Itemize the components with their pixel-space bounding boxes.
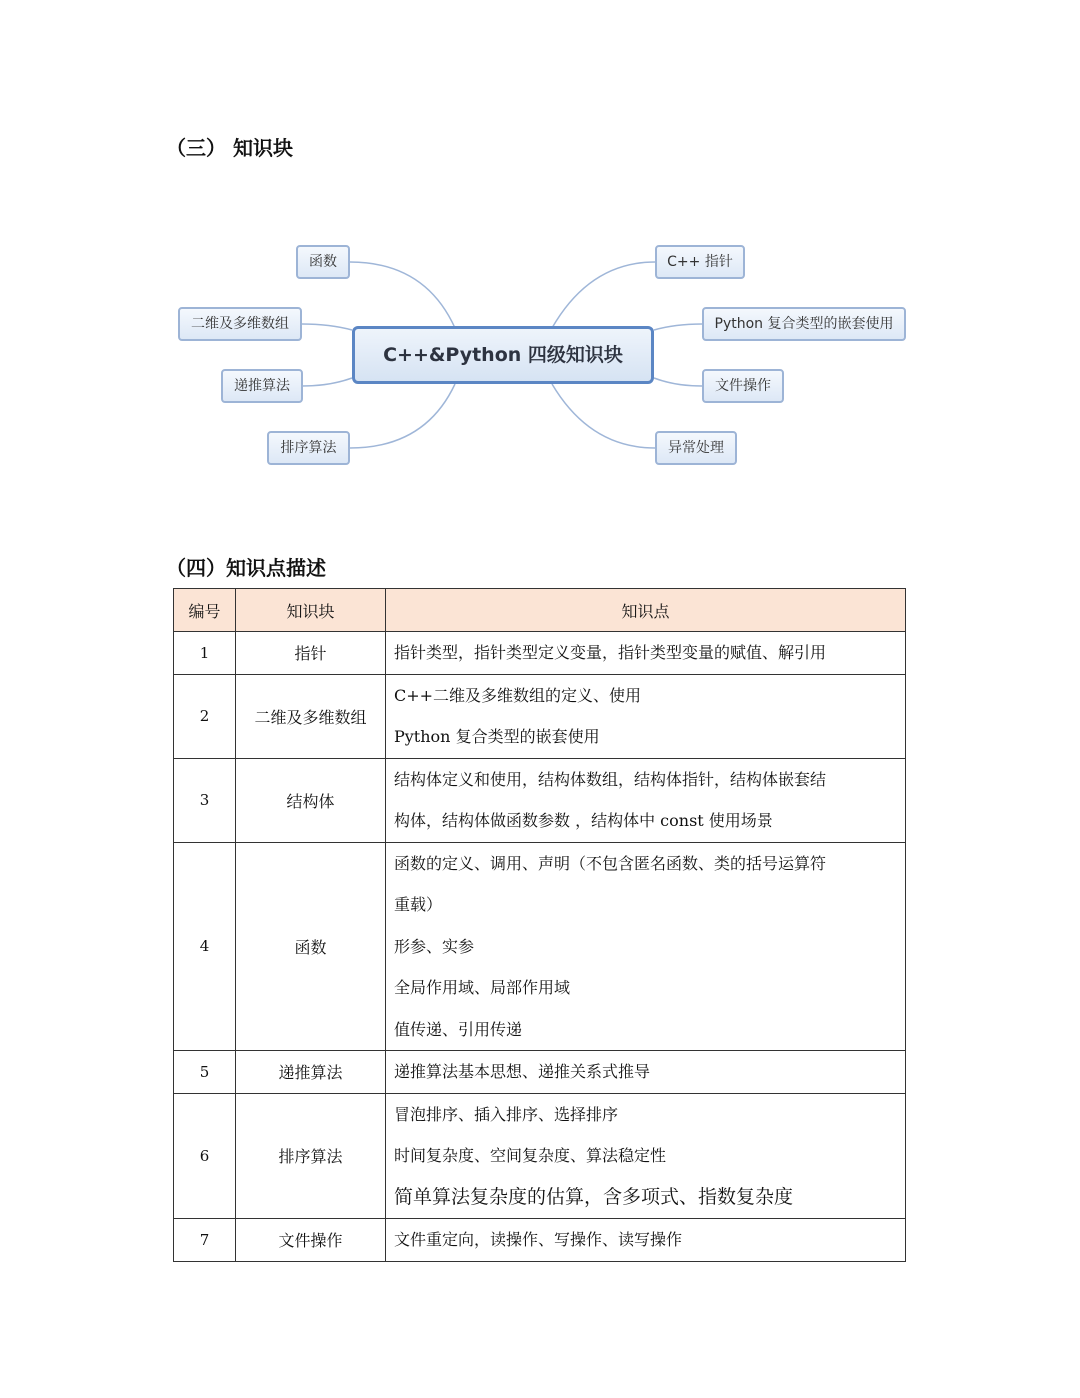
knowledge-point-line: 函数的定义、调用、声明（不包含匿名函数、类的括号运算符: [394, 853, 827, 873]
connector-right-2: [654, 324, 702, 330]
row-number: 1: [174, 632, 236, 675]
row-knowledge-points: [386, 674, 906, 758]
table-header-row: [174, 589, 906, 632]
table-row: [174, 1051, 906, 1094]
row-knowledge-block: 二维及多维数组: [236, 674, 386, 758]
mind-map-node-exceptions: 异常处理: [655, 431, 737, 465]
row-knowledge-points: [386, 758, 906, 842]
mind-map-node-cpp-pointer: C++ 指针: [655, 245, 745, 279]
connector-left-1: [350, 262, 455, 328]
connector-left-4: [350, 384, 455, 448]
section-4-title: （四）知识点描述: [166, 556, 326, 580]
mind-map-node-file-ops: 文件操作: [702, 369, 784, 403]
mind-map-node-sorting: 排序算法: [267, 431, 350, 465]
header-knowledge-point: 知识点: [386, 589, 906, 632]
knowledge-point-line: Python 复合类型的嵌套使用: [394, 727, 600, 746]
row-number: 5: [174, 1051, 236, 1094]
row-number: 6: [174, 1093, 236, 1219]
row-number: 4: [174, 842, 236, 1051]
row-knowledge-block: 递推算法: [236, 1051, 386, 1094]
row-number: 2: [174, 674, 236, 758]
knowledge-point-line: 构体，结构体做函数参数 ，结构体中 const 使用场景: [394, 811, 773, 830]
row-knowledge-block: 函数: [236, 842, 386, 1051]
knowledge-point-table: [173, 588, 906, 1262]
knowledge-point-line: 形参、实参: [394, 936, 475, 956]
row-knowledge-points: [386, 1051, 906, 1094]
row-knowledge-block: 排序算法: [236, 1093, 386, 1219]
header-knowledge-block: 知识块: [236, 589, 386, 632]
mind-map-center-node: C++&Python 四级知识块: [352, 326, 654, 384]
knowledge-point-line: 文件重定向，读操作、写操作、读写操作: [394, 1230, 683, 1249]
table-row: [174, 758, 906, 842]
mind-map-node-python-nested: Python 复合类型的嵌套使用: [702, 307, 906, 341]
row-knowledge-block: 指针: [236, 632, 386, 675]
table-row: [174, 632, 906, 675]
mind-map-node-multidim-arrays: 二维及多维数组: [178, 307, 302, 341]
row-knowledge-block: 文件操作: [236, 1219, 386, 1262]
mind-map: [0, 0, 1080, 520]
row-number: 3: [174, 758, 236, 842]
table-row: [174, 842, 906, 1051]
knowledge-point-line: 时间复杂度、空间复杂度、算法稳定性: [394, 1146, 667, 1165]
row-knowledge-block: 结构体: [236, 758, 386, 842]
header-number: 编号: [174, 589, 236, 632]
knowledge-point-line: 结构体定义和使用，结构体数组，结构体指针，结构体嵌套结: [394, 769, 827, 789]
connector-right-4: [552, 384, 655, 448]
connector-left-3: [302, 378, 352, 386]
mind-map-node-recursion: 递推算法: [221, 369, 303, 403]
connector-right-1: [552, 262, 655, 328]
knowledge-point-line: 递推算法基本思想、递推关系式推导: [394, 1062, 651, 1081]
connector-right-3: [654, 378, 702, 386]
row-knowledge-points: [386, 1093, 906, 1219]
knowledge-point-line: 全局作用域、局部作用域: [394, 978, 571, 997]
knowledge-point-line: 简单算法复杂度的估算，含多项式、指数复杂度: [394, 1185, 794, 1208]
knowledge-point-line: 指针类型，指针类型定义变量，指针类型变量的赋值、解引用: [394, 643, 827, 662]
table-row: [174, 674, 906, 758]
connector-left-2: [302, 324, 352, 330]
table-row: [174, 1219, 906, 1262]
knowledge-point-line: 值传递、引用传递: [394, 1019, 523, 1039]
table-row: [174, 1093, 906, 1219]
mind-map-connectors: [0, 0, 1080, 520]
row-number: 7: [174, 1219, 236, 1262]
mind-map-node-functions: 函数: [296, 245, 350, 279]
knowledge-point-line: 冒泡排序、插入排序、选择排序: [394, 1104, 619, 1124]
row-knowledge-points: [386, 1219, 906, 1262]
knowledge-point-line: 重载）: [394, 895, 443, 914]
row-knowledge-points: [386, 842, 906, 1051]
section-3-title: （三） 知识块: [166, 136, 293, 160]
knowledge-point-line: C++二维及多维数组的定义、使用: [394, 685, 642, 705]
row-knowledge-points: [386, 632, 906, 675]
